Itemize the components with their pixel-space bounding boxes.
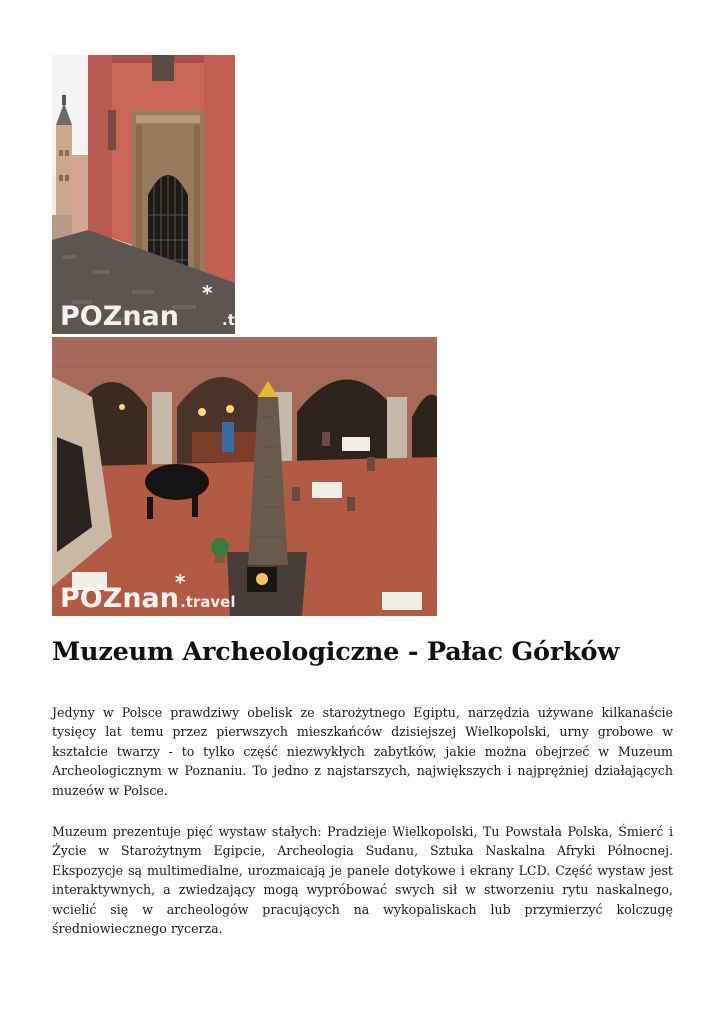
exhibitions-paragraph: Muzeum prezentuje pięć wystaw stałych: Pradzieje Wielkopolski, Tu Powstała Polska, Śmierć i Życie w Starożytnym Egipcie, Archeologia Sudanu, Sztuka Naskalna Afryki Północnej. Ekspozycje są multimedialne, urozmaicają je panele dotykowe i ekrany LCD. Część wystaw jest interaktywnych, a zwiedzający mogą wypróbować swych sił w stworzeniu rytu naskalnego, wcielić się w archeologów pracujących na wykopaliskach lub przymierzyć kolczugę średniowiecznego rycerza. [52,824,673,937]
photo2-watermark: POZnan [60,583,179,614]
photo1-watermark-suffix: .t [222,311,235,329]
street-facade-photo [52,55,235,334]
photo1-watermark: POZnan [60,301,179,332]
courtyard-obelisk-photo [52,337,437,616]
photo2-watermark-suffix: .travel [180,593,236,611]
page-title: Muzeum Archeologiczne - Pałac Górków [52,637,620,667]
asterisk-icon: * [202,281,213,305]
asterisk-icon: * [175,570,186,594]
intro-paragraph: Jedyny w Polsce prawdziwy obelisk ze starożytnego Egiptu, narzędzia używane kilkanaście tysięcy lat temu przez pierwszych mieszkańców dzisiejszej Wielkopolski, urny grobowe w kształcie twarzy - to tylko część niezwykłych zabytków, jakie można obejrzeć w Muzeum Archeologicznym w Poznaniu. To jedno z najstarszych, największych i najprężniej działających muzeów w Polsce. [52,705,673,798]
